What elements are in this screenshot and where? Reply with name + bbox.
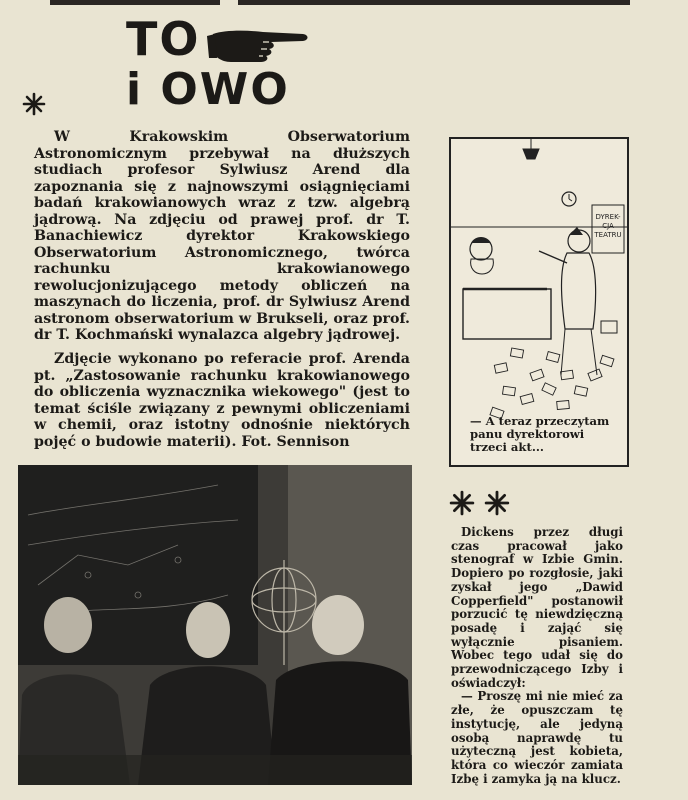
title-line-to: TO — [126, 12, 201, 66]
svg-text:TEATRU: TEATRU — [594, 231, 622, 239]
top-rule-right — [238, 0, 630, 5]
door-sign: DYREK- — [595, 213, 621, 221]
photo-three-professors — [18, 465, 412, 785]
dickens-anecdote — [451, 526, 623, 786]
article-paragraph-1: W Krakowskim Obserwatorium Astronomicznym przebywał na dłuższych studiach profesor Sylwiusz Arend dla zapoznania się z najnowszymi osiągnięciami badań krakowianowych wraz z tzw. algebrą jądrową. Na zdjęciu od prawej prof. dr T. Banachiewicz dyrektor Krakowskiego Obserwatorium Astronomicznego, twórca rachunku krakowianowego rewolucjonizującego metody obliczeń na maszynach do liczenia, prof. dr Sylwiusz Arend astronom obserwatorium w Brukseli, oraz prof. dr T. Kochmański wynalazca algebry jądrowej. — [34, 129, 410, 343]
title-line-owo: i OWO — [126, 64, 290, 115]
anecdote-paragraph-1: Dickens przez długi czas pracował jako stenograf w Izbie Gmin. Dopiero po rozgłosie, jaki zyskał jego „Dawid Copperfield" postanowił porzucić tę niewdzięczną posadę i zająć się wyłącznie pisaniem. Wobec tego udał się do przewodniczącego Izby i oświadczył: — [451, 525, 623, 690]
top-rule-left — [50, 0, 220, 5]
asterisk-star-icon — [484, 490, 510, 516]
pointing-hand-icon — [205, 24, 310, 64]
svg-text:CJA: CJA — [602, 222, 614, 230]
anecdote-paragraph-2: — Proszę mi nie mieć za złe, że opuszczam tę instytucję, ale jedyną osobą naprawdę tu użyteczną jest kobieta, która co wieczór zamiata Izbę i zamyka ją na klucz. — [451, 689, 623, 786]
article-paragraph-2: Zdjęcie wykonano po referacie prof. Arenda pt. „Zastosowanie rachunku krakowianowego do obliczenia wyznacznika wiekowego" (jest to temat ściśle związany z pewnymi obliczeniami w chemii, oraz istotny odnośnie niektórych pojęć o budowie materii). Fot. Sennison — [34, 351, 410, 450]
asterisk-star-icon — [449, 490, 475, 516]
asterisk-star-icon — [22, 92, 46, 116]
cartoon-caption: — A teraz przeczytam panu dyrektorowi trzeci akt... — [470, 414, 610, 454]
